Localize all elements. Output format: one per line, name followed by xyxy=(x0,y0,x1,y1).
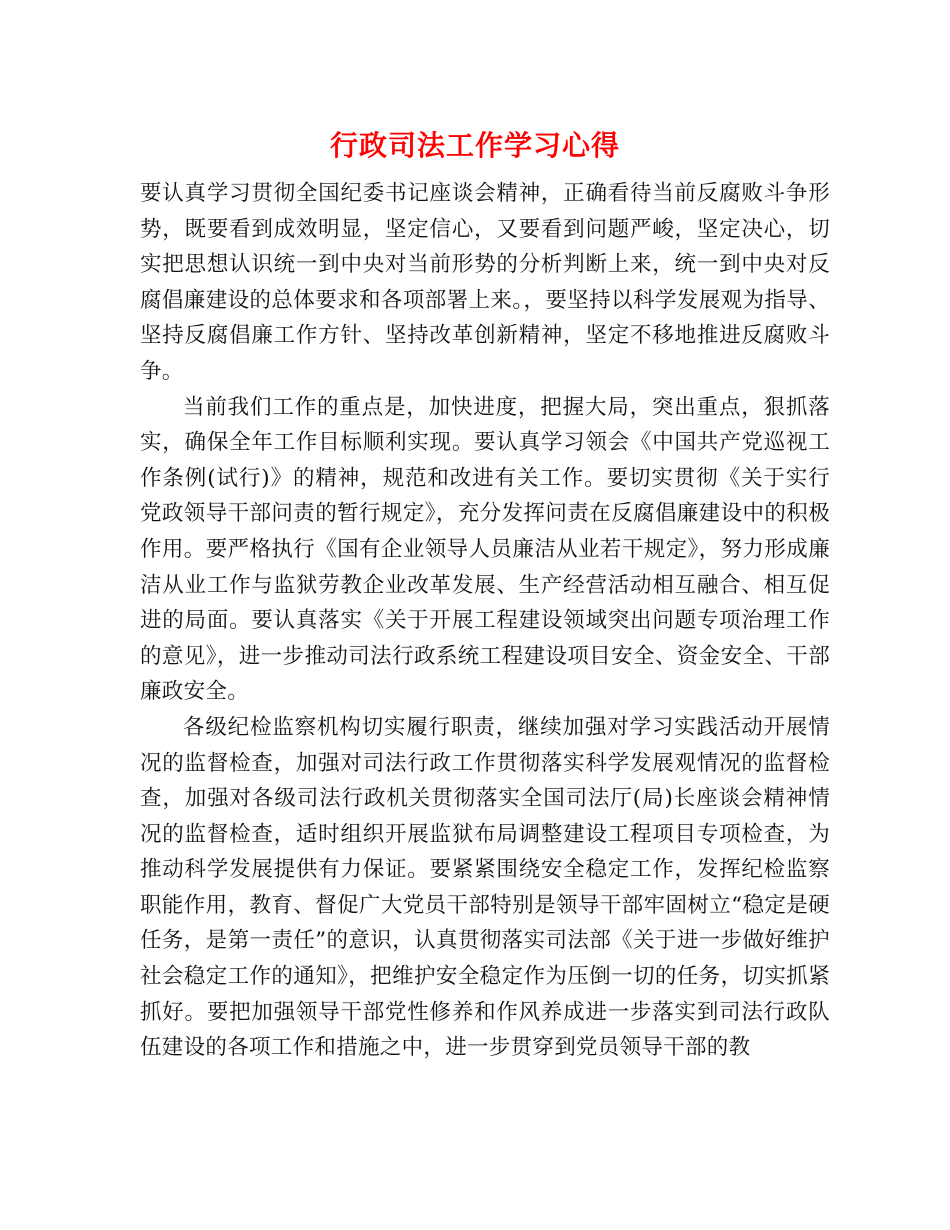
paragraph-1: 要认真学习贯彻全国纪委书记座谈会精神，正确看待当前反腐败斗争形势，既要看到成效明显，坚定信心，又要看到问题严峻，坚定决心，切实把思想认识统一到中央对当前形势的分析判断上来，统一到中央对反腐倡廉建设的总体要求和各项部署上来。，要坚持以科学发展观为指导、坚持反腐倡廉工作方针、坚持改革创新精神，坚定不移地推进反腐败斗争。 xyxy=(140,181,830,384)
document-body xyxy=(140,176,830,1066)
paragraph-2: 当前我们工作的重点是，加快进度，把握大局，突出重点，狠抓落实，确保全年工作目标顺利实现。要认真学习领会《中国共产党巡视工作条例(试行)》的精神，规范和改进有关工作。要切实贯彻《关于实行党政领导干部问责的暂行规定》，充分发挥问责在反腐倡廉建设中的积极作用。要严格执行《国有企业领导人员廉洁从业若干规定》，努力形成廉洁从业工作与监狱劳教企业改革发展、生产经营活动相互融合、相互促进的局面。要认真落实《关于开展工程建设领域突出问题专项治理工作的意见》，进一步推动司法行政系统工程建设项目安全、资金安全、干部廉政安全。 xyxy=(140,394,830,705)
paragraph-3: 各级纪检监察机构切实履行职责，继续加强对学习实践活动开展情况的监督检查，加强对司法行政工作贯彻落实科学发展观情况的监督检查，加强对各级司法行政机关贯彻落实全国司法厅(局)长座谈会精神情况的监督检查，适时组织开展监狱布局调整建设工程项目专项检查，为推动科学发展提供有力保证。要紧紧围绕安全稳定工作，发挥纪检监察职能作用，教育、督促广大党员干部特别是领导干部牢固树立“稳定是硬任务，是第一责任”的意识，认真贯彻落实司法部《关于进一步做好维护社会稳定工作的通知》，把维护安全稳定作为压倒一切的任务，切实抓紧抓好。要把加强领导干部党性修养和作风养成进一步落实到司法行政队伍建设的各项工作和措施之中，进一步贯穿到党员领导干部的教 xyxy=(140,714,830,1061)
document-title: 行政司法工作学习心得 xyxy=(329,129,620,162)
